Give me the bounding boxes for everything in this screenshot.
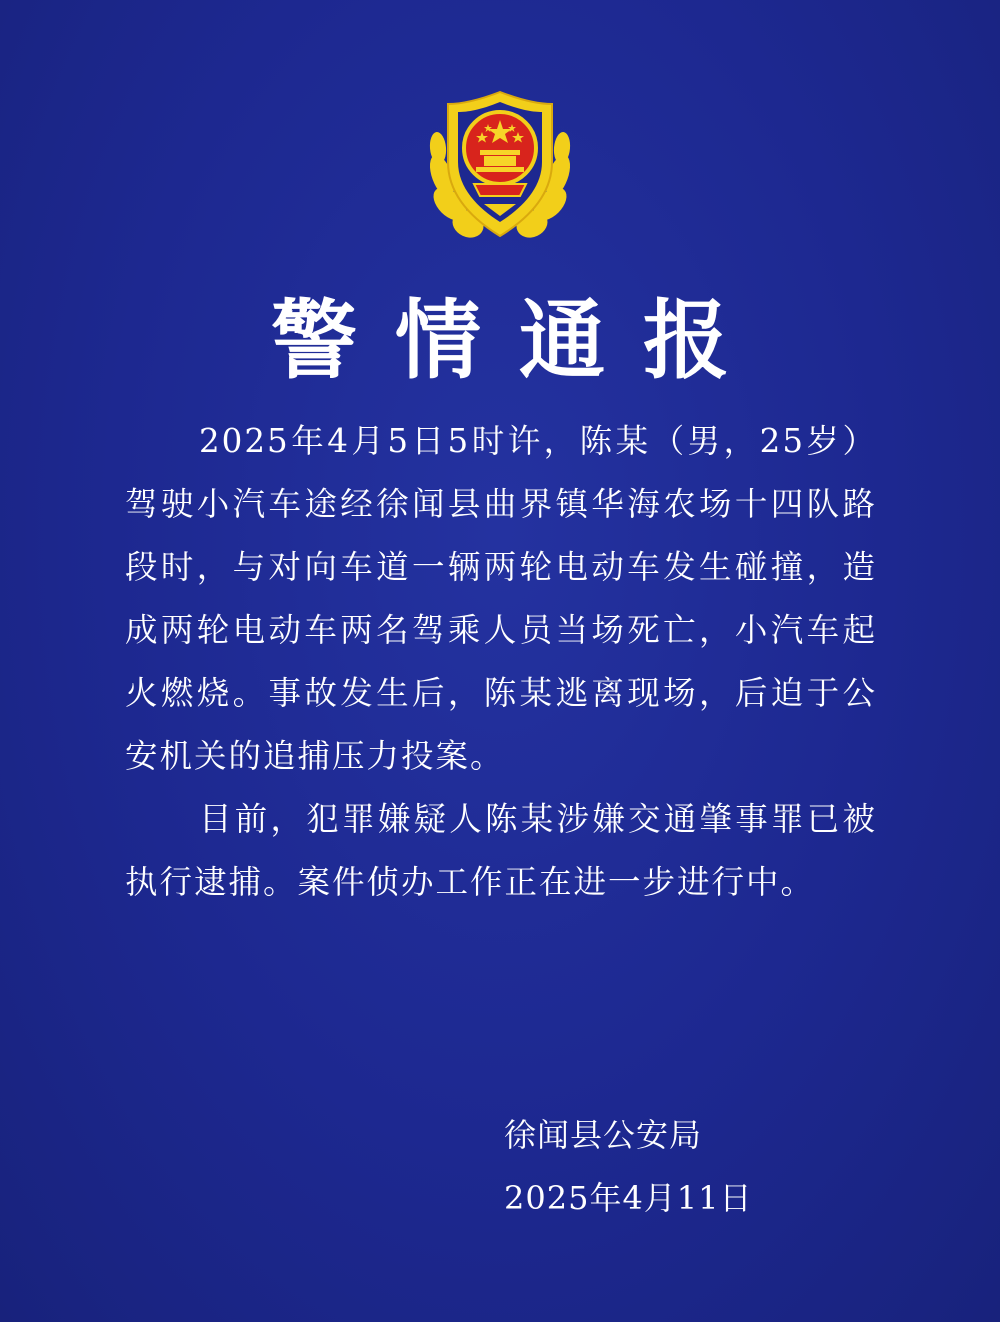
signature-block xyxy=(504,1104,804,1230)
issuer-name: 徐闻县公安局 xyxy=(504,1116,703,1154)
police-emblem-icon xyxy=(424,84,576,244)
notice-title: 警情通报 xyxy=(271,291,767,391)
notice-paragraph-1: 2025年4月5日5时许，陈某（男，25岁）驾驶小汽车途经徐闻县曲界镇华海农场十四队路段时，与对向车道一辆两轮电动车发生碰撞，造成两轮电动车两名驾乘人员当场死亡，小汽车起火燃烧。事故发生后，陈某逃离现场，后迫于公安机关的追捕压力投案。 xyxy=(125,422,877,775)
notice-body xyxy=(125,410,877,914)
issue-date: 2025年4月11日 xyxy=(504,1179,753,1217)
notice-paragraph-2: 目前，犯罪嫌疑人陈某涉嫌交通肇事罪已被执行逮捕。案件侦办工作正在进一步进行中。 xyxy=(125,800,877,901)
